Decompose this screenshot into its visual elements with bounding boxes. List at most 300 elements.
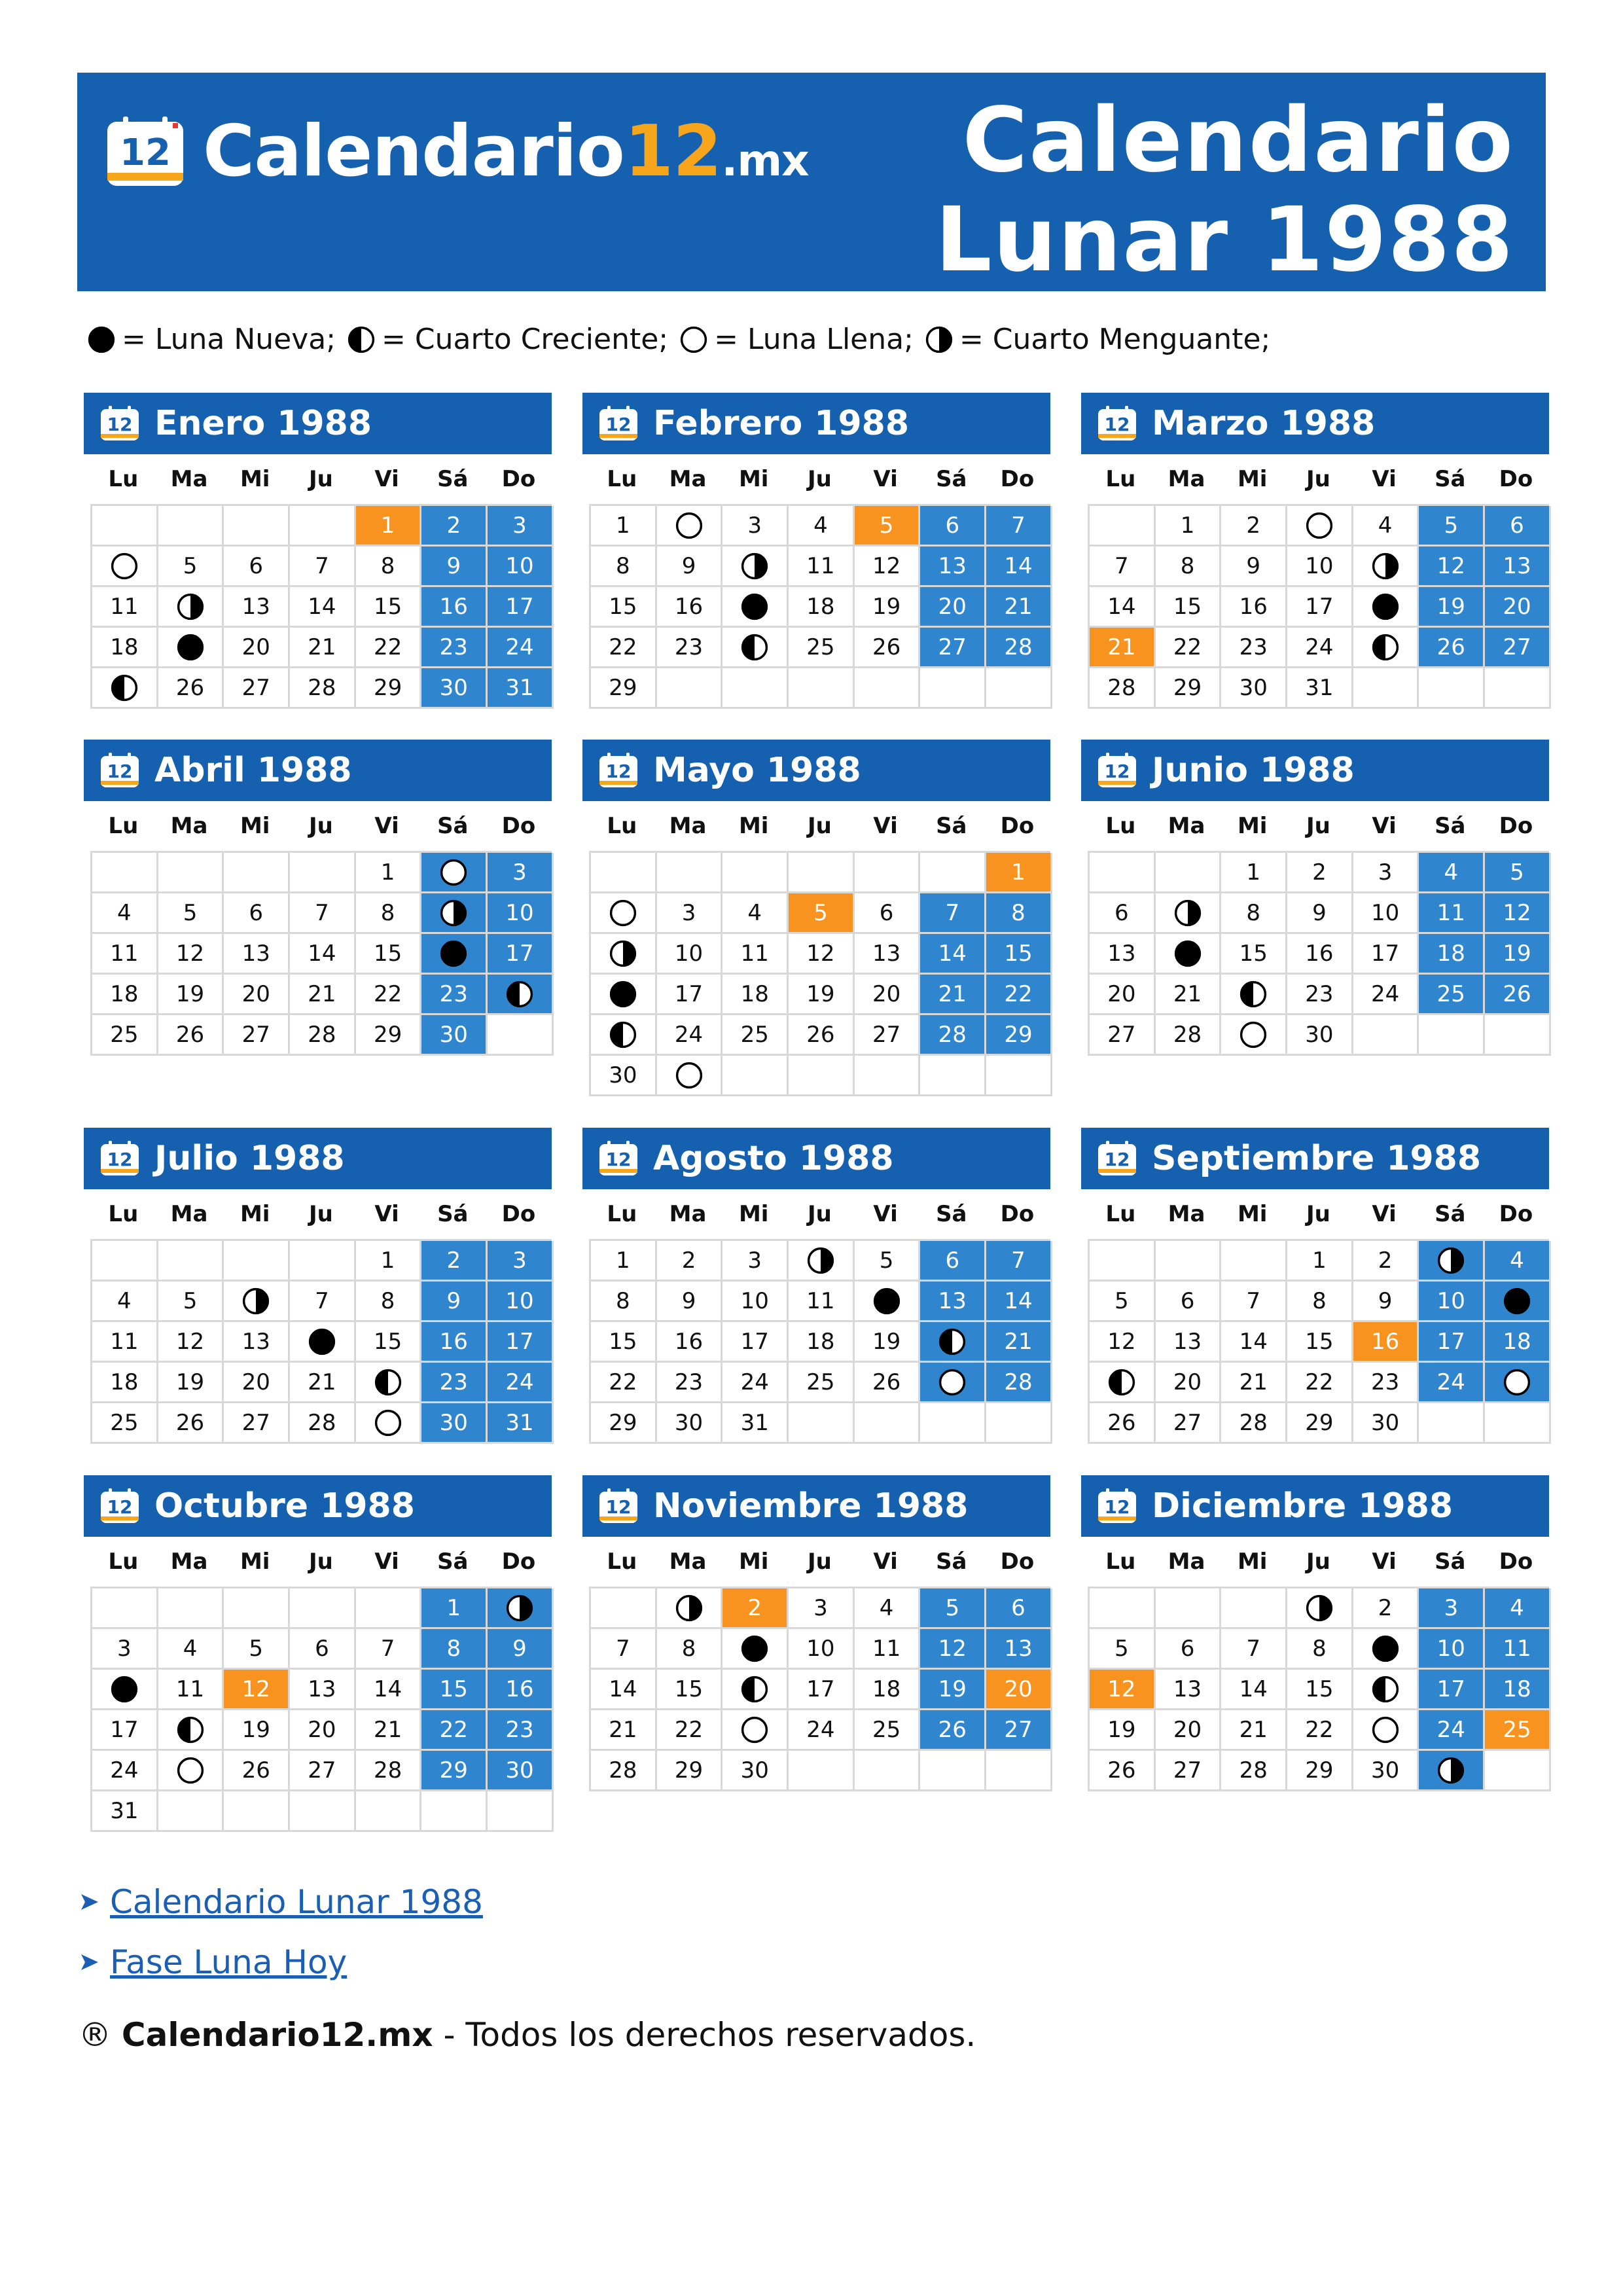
day-cell[interactable]: 19 <box>855 587 921 628</box>
day-cell[interactable]: 29 <box>1287 1751 1353 1791</box>
day-cell[interactable]: 16 <box>1221 587 1287 628</box>
day-cell[interactable]: 7 <box>986 506 1052 547</box>
day-cell[interactable]: 31 <box>1287 668 1353 709</box>
day-cell[interactable]: 21 <box>356 1710 422 1751</box>
day-cell[interactable]: 26 <box>1419 628 1485 668</box>
day-cell[interactable]: 27 <box>986 1710 1052 1751</box>
day-cell[interactable] <box>789 1241 855 1282</box>
day-cell[interactable]: 28 <box>1156 1015 1222 1056</box>
day-cell[interactable]: 26 <box>158 668 224 709</box>
day-cell[interactable]: 19 <box>855 1322 921 1363</box>
day-cell[interactable]: 16 <box>657 587 723 628</box>
day-cell[interactable]: 26 <box>789 1015 855 1056</box>
day-cell[interactable]: 4 <box>92 1282 158 1322</box>
day-cell[interactable] <box>591 975 657 1015</box>
day-cell[interactable]: 7 <box>290 547 356 587</box>
day-cell[interactable]: 28 <box>591 1751 657 1791</box>
day-cell[interactable] <box>1419 1241 1485 1282</box>
day-cell[interactable]: 5 <box>789 893 855 934</box>
day-cell[interactable]: 17 <box>488 934 554 975</box>
day-cell[interactable]: 1 <box>356 506 422 547</box>
day-cell[interactable]: 4 <box>789 506 855 547</box>
link-fase-luna-hoy[interactable]: Fase Luna Hoy <box>110 1943 348 1981</box>
day-cell[interactable]: 3 <box>488 853 554 893</box>
day-cell[interactable]: 1 <box>591 1241 657 1282</box>
day-cell[interactable]: 20 <box>855 975 921 1015</box>
day-cell[interactable]: 31 <box>488 1403 554 1444</box>
day-cell[interactable]: 23 <box>657 628 723 668</box>
day-cell[interactable]: 5 <box>1419 506 1485 547</box>
day-cell[interactable]: 27 <box>290 1751 356 1791</box>
day-cell[interactable]: 14 <box>1221 1670 1287 1710</box>
day-cell[interactable]: 18 <box>855 1670 921 1710</box>
day-cell[interactable]: 29 <box>591 1403 657 1444</box>
day-cell[interactable] <box>1156 893 1222 934</box>
day-cell[interactable] <box>92 668 158 709</box>
day-cell[interactable]: 15 <box>356 934 422 975</box>
day-cell[interactable]: 29 <box>1287 1403 1353 1444</box>
day-cell[interactable]: 21 <box>290 628 356 668</box>
day-cell[interactable]: 27 <box>1485 628 1551 668</box>
day-cell[interactable] <box>1485 1282 1551 1322</box>
day-cell[interactable]: 5 <box>158 547 224 587</box>
day-cell[interactable] <box>421 893 488 934</box>
day-cell[interactable]: 28 <box>290 668 356 709</box>
day-cell[interactable]: 9 <box>657 1282 723 1322</box>
day-cell[interactable]: 1 <box>356 853 422 893</box>
day-cell[interactable] <box>657 1056 723 1096</box>
day-cell[interactable]: 9 <box>421 1282 488 1322</box>
day-cell[interactable]: 12 <box>224 1670 290 1710</box>
day-cell[interactable]: 23 <box>488 1710 554 1751</box>
day-cell[interactable]: 17 <box>488 587 554 628</box>
day-cell[interactable]: 6 <box>290 1629 356 1670</box>
day-cell[interactable]: 19 <box>1090 1710 1156 1751</box>
day-cell[interactable]: 21 <box>591 1710 657 1751</box>
day-cell[interactable]: 19 <box>1485 934 1551 975</box>
day-cell[interactable]: 8 <box>591 1282 657 1322</box>
day-cell[interactable]: 29 <box>356 1015 422 1056</box>
day-cell[interactable]: 12 <box>1090 1322 1156 1363</box>
day-cell[interactable]: 23 <box>1221 628 1287 668</box>
day-cell[interactable]: 2 <box>1221 506 1287 547</box>
day-cell[interactable] <box>224 1282 290 1322</box>
day-cell[interactable]: 23 <box>421 1363 488 1403</box>
day-cell[interactable]: 14 <box>1090 587 1156 628</box>
day-cell[interactable]: 1 <box>356 1241 422 1282</box>
day-cell[interactable]: 10 <box>657 934 723 975</box>
day-cell[interactable]: 13 <box>224 1322 290 1363</box>
day-cell[interactable]: 15 <box>356 1322 422 1363</box>
day-cell[interactable]: 16 <box>1353 1322 1419 1363</box>
day-cell[interactable]: 6 <box>1156 1282 1222 1322</box>
day-cell[interactable]: 16 <box>1287 934 1353 975</box>
day-cell[interactable]: 4 <box>92 893 158 934</box>
day-cell[interactable]: 4 <box>855 1588 921 1629</box>
day-cell[interactable]: 17 <box>1287 587 1353 628</box>
day-cell[interactable]: 28 <box>1221 1403 1287 1444</box>
day-cell[interactable]: 24 <box>92 1751 158 1791</box>
day-cell[interactable] <box>421 934 488 975</box>
day-cell[interactable]: 30 <box>1221 668 1287 709</box>
day-cell[interactable]: 29 <box>657 1751 723 1791</box>
day-cell[interactable]: 13 <box>224 587 290 628</box>
day-cell[interactable]: 7 <box>356 1629 422 1670</box>
day-cell[interactable] <box>1287 1588 1353 1629</box>
day-cell[interactable]: 6 <box>1156 1629 1222 1670</box>
day-cell[interactable]: 20 <box>1090 975 1156 1015</box>
day-cell[interactable]: 10 <box>1287 547 1353 587</box>
day-cell[interactable]: 7 <box>290 1282 356 1322</box>
day-cell[interactable]: 22 <box>986 975 1052 1015</box>
day-cell[interactable] <box>591 1015 657 1056</box>
day-cell[interactable]: 24 <box>722 1363 789 1403</box>
day-cell[interactable]: 19 <box>920 1670 986 1710</box>
day-cell[interactable]: 10 <box>488 1282 554 1322</box>
day-cell[interactable]: 17 <box>789 1670 855 1710</box>
day-cell[interactable]: 27 <box>224 1015 290 1056</box>
day-cell[interactable] <box>1353 1710 1419 1751</box>
day-cell[interactable]: 24 <box>488 1363 554 1403</box>
day-cell[interactable]: 13 <box>290 1670 356 1710</box>
day-cell[interactable] <box>158 1751 224 1791</box>
day-cell[interactable] <box>421 853 488 893</box>
day-cell[interactable]: 12 <box>158 1322 224 1363</box>
day-cell[interactable]: 21 <box>1221 1363 1287 1403</box>
day-cell[interactable]: 25 <box>789 1363 855 1403</box>
day-cell[interactable]: 12 <box>920 1629 986 1670</box>
day-cell[interactable]: 11 <box>92 587 158 628</box>
day-cell[interactable]: 17 <box>92 1710 158 1751</box>
day-cell[interactable]: 30 <box>722 1751 789 1791</box>
day-cell[interactable] <box>722 587 789 628</box>
day-cell[interactable]: 20 <box>920 587 986 628</box>
day-cell[interactable]: 3 <box>722 1241 789 1282</box>
day-cell[interactable]: 26 <box>158 1015 224 1056</box>
day-cell[interactable]: 5 <box>1090 1282 1156 1322</box>
day-cell[interactable] <box>1353 1629 1419 1670</box>
day-cell[interactable]: 2 <box>657 1241 723 1282</box>
day-cell[interactable]: 11 <box>1419 893 1485 934</box>
day-cell[interactable]: 4 <box>1485 1588 1551 1629</box>
day-cell[interactable]: 26 <box>1090 1403 1156 1444</box>
day-cell[interactable] <box>855 1282 921 1322</box>
day-cell[interactable] <box>722 628 789 668</box>
day-cell[interactable]: 15 <box>1287 1670 1353 1710</box>
day-cell[interactable]: 15 <box>657 1670 723 1710</box>
day-cell[interactable]: 26 <box>1485 975 1551 1015</box>
day-cell[interactable]: 14 <box>290 934 356 975</box>
day-cell[interactable]: 13 <box>1090 934 1156 975</box>
day-cell[interactable]: 26 <box>158 1403 224 1444</box>
day-cell[interactable]: 18 <box>92 1363 158 1403</box>
day-cell[interactable]: 22 <box>356 628 422 668</box>
day-cell[interactable]: 9 <box>1353 1282 1419 1322</box>
day-cell[interactable]: 22 <box>1287 1710 1353 1751</box>
day-cell[interactable]: 22 <box>1156 628 1222 668</box>
day-cell[interactable] <box>722 1670 789 1710</box>
day-cell[interactable]: 14 <box>986 547 1052 587</box>
day-cell[interactable]: 20 <box>224 1363 290 1403</box>
day-cell[interactable]: 22 <box>591 628 657 668</box>
day-cell[interactable]: 30 <box>421 668 488 709</box>
day-cell[interactable]: 10 <box>1419 1282 1485 1322</box>
day-cell[interactable]: 27 <box>855 1015 921 1056</box>
day-cell[interactable]: 7 <box>1090 547 1156 587</box>
day-cell[interactable] <box>722 1710 789 1751</box>
day-cell[interactable]: 21 <box>1156 975 1222 1015</box>
day-cell[interactable]: 30 <box>1353 1751 1419 1791</box>
day-cell[interactable]: 6 <box>224 547 290 587</box>
day-cell[interactable] <box>1353 1670 1419 1710</box>
day-cell[interactable]: 3 <box>1353 853 1419 893</box>
day-cell[interactable] <box>92 547 158 587</box>
day-cell[interactable]: 20 <box>290 1710 356 1751</box>
day-cell[interactable]: 12 <box>855 547 921 587</box>
day-cell[interactable]: 31 <box>722 1403 789 1444</box>
day-cell[interactable]: 15 <box>591 587 657 628</box>
day-cell[interactable]: 24 <box>1353 975 1419 1015</box>
day-cell[interactable]: 18 <box>789 1322 855 1363</box>
day-cell[interactable]: 1 <box>986 853 1052 893</box>
day-cell[interactable]: 28 <box>986 1363 1052 1403</box>
day-cell[interactable]: 15 <box>356 587 422 628</box>
day-cell[interactable]: 4 <box>1419 853 1485 893</box>
day-cell[interactable]: 9 <box>1221 547 1287 587</box>
day-cell[interactable]: 27 <box>1156 1751 1222 1791</box>
day-cell[interactable] <box>1156 934 1222 975</box>
day-cell[interactable]: 5 <box>855 506 921 547</box>
day-cell[interactable]: 15 <box>1221 934 1287 975</box>
day-cell[interactable]: 30 <box>421 1403 488 1444</box>
day-cell[interactable]: 22 <box>421 1710 488 1751</box>
day-cell[interactable]: 28 <box>290 1015 356 1056</box>
day-cell[interactable]: 24 <box>789 1710 855 1751</box>
day-cell[interactable]: 3 <box>92 1629 158 1670</box>
day-cell[interactable]: 1 <box>1221 853 1287 893</box>
day-cell[interactable]: 17 <box>1353 934 1419 975</box>
day-cell[interactable]: 16 <box>657 1322 723 1363</box>
day-cell[interactable]: 29 <box>591 668 657 709</box>
day-cell[interactable]: 8 <box>1156 547 1222 587</box>
day-cell[interactable]: 10 <box>1353 893 1419 934</box>
day-cell[interactable] <box>1221 1015 1287 1056</box>
day-cell[interactable]: 12 <box>1485 893 1551 934</box>
day-cell[interactable]: 6 <box>855 893 921 934</box>
day-cell[interactable]: 29 <box>421 1751 488 1791</box>
day-cell[interactable]: 14 <box>591 1670 657 1710</box>
day-cell[interactable]: 15 <box>421 1670 488 1710</box>
day-cell[interactable]: 10 <box>488 893 554 934</box>
day-cell[interactable]: 22 <box>657 1710 723 1751</box>
day-cell[interactable]: 20 <box>1485 587 1551 628</box>
day-cell[interactable]: 25 <box>855 1710 921 1751</box>
day-cell[interactable]: 3 <box>1419 1588 1485 1629</box>
day-cell[interactable]: 21 <box>290 975 356 1015</box>
day-cell[interactable]: 23 <box>421 628 488 668</box>
day-cell[interactable]: 1 <box>1156 506 1222 547</box>
day-cell[interactable] <box>722 547 789 587</box>
day-cell[interactable]: 1 <box>421 1588 488 1629</box>
day-cell[interactable]: 11 <box>92 1322 158 1363</box>
day-cell[interactable]: 25 <box>1419 975 1485 1015</box>
day-cell[interactable]: 18 <box>1485 1322 1551 1363</box>
day-cell[interactable] <box>1090 1363 1156 1403</box>
day-cell[interactable]: 29 <box>986 1015 1052 1056</box>
day-cell[interactable]: 25 <box>1485 1710 1551 1751</box>
day-cell[interactable]: 11 <box>92 934 158 975</box>
day-cell[interactable]: 20 <box>224 975 290 1015</box>
day-cell[interactable]: 7 <box>591 1629 657 1670</box>
day-cell[interactable] <box>1353 587 1419 628</box>
day-cell[interactable]: 29 <box>356 668 422 709</box>
day-cell[interactable] <box>158 587 224 628</box>
day-cell[interactable]: 3 <box>722 506 789 547</box>
day-cell[interactable]: 30 <box>1287 1015 1353 1056</box>
day-cell[interactable]: 22 <box>1287 1363 1353 1403</box>
day-cell[interactable]: 25 <box>722 1015 789 1056</box>
day-cell[interactable]: 27 <box>920 628 986 668</box>
link-calendario-lunar[interactable]: Calendario Lunar 1988 <box>110 1883 483 1921</box>
day-cell[interactable]: 13 <box>920 1282 986 1322</box>
day-cell[interactable]: 16 <box>488 1670 554 1710</box>
day-cell[interactable]: 6 <box>1090 893 1156 934</box>
day-cell[interactable]: 4 <box>722 893 789 934</box>
day-cell[interactable]: 17 <box>722 1322 789 1363</box>
day-cell[interactable]: 18 <box>92 628 158 668</box>
day-cell[interactable]: 27 <box>224 668 290 709</box>
day-cell[interactable]: 18 <box>722 975 789 1015</box>
day-cell[interactable]: 30 <box>657 1403 723 1444</box>
day-cell[interactable] <box>920 1322 986 1363</box>
day-cell[interactable]: 16 <box>421 1322 488 1363</box>
day-cell[interactable]: 8 <box>1287 1282 1353 1322</box>
day-cell[interactable]: 25 <box>92 1403 158 1444</box>
day-cell[interactable]: 17 <box>1419 1322 1485 1363</box>
day-cell[interactable] <box>1287 506 1353 547</box>
day-cell[interactable]: 7 <box>290 893 356 934</box>
day-cell[interactable]: 10 <box>789 1629 855 1670</box>
day-cell[interactable] <box>158 628 224 668</box>
day-cell[interactable]: 3 <box>789 1588 855 1629</box>
day-cell[interactable]: 22 <box>591 1363 657 1403</box>
day-cell[interactable]: 5 <box>855 1241 921 1282</box>
day-cell[interactable]: 3 <box>657 893 723 934</box>
day-cell[interactable]: 13 <box>920 547 986 587</box>
day-cell[interactable]: 19 <box>158 975 224 1015</box>
day-cell[interactable]: 8 <box>421 1629 488 1670</box>
day-cell[interactable] <box>356 1363 422 1403</box>
day-cell[interactable]: 24 <box>657 1015 723 1056</box>
day-cell[interactable]: 25 <box>92 1015 158 1056</box>
day-cell[interactable]: 11 <box>722 934 789 975</box>
day-cell[interactable]: 18 <box>789 587 855 628</box>
day-cell[interactable]: 4 <box>1353 506 1419 547</box>
day-cell[interactable]: 8 <box>356 1282 422 1322</box>
day-cell[interactable]: 21 <box>1221 1710 1287 1751</box>
day-cell[interactable]: 17 <box>1419 1670 1485 1710</box>
day-cell[interactable]: 25 <box>789 628 855 668</box>
day-cell[interactable]: 30 <box>1353 1403 1419 1444</box>
day-cell[interactable]: 12 <box>789 934 855 975</box>
day-cell[interactable]: 23 <box>1353 1363 1419 1403</box>
day-cell[interactable]: 9 <box>488 1629 554 1670</box>
day-cell[interactable]: 20 <box>224 628 290 668</box>
day-cell[interactable]: 11 <box>789 1282 855 1322</box>
day-cell[interactable]: 9 <box>421 547 488 587</box>
day-cell[interactable]: 2 <box>1353 1241 1419 1282</box>
day-cell[interactable]: 11 <box>855 1629 921 1670</box>
day-cell[interactable]: 12 <box>158 934 224 975</box>
day-cell[interactable]: 5 <box>1485 853 1551 893</box>
day-cell[interactable]: 3 <box>488 506 554 547</box>
day-cell[interactable] <box>1419 1751 1485 1791</box>
day-cell[interactable]: 28 <box>290 1403 356 1444</box>
day-cell[interactable]: 21 <box>1090 628 1156 668</box>
day-cell[interactable]: 14 <box>290 587 356 628</box>
day-cell[interactable]: 18 <box>1419 934 1485 975</box>
day-cell[interactable]: 24 <box>488 628 554 668</box>
day-cell[interactable] <box>591 893 657 934</box>
day-cell[interactable]: 12 <box>1090 1670 1156 1710</box>
day-cell[interactable]: 28 <box>1090 668 1156 709</box>
day-cell[interactable]: 27 <box>1156 1403 1222 1444</box>
day-cell[interactable]: 6 <box>920 506 986 547</box>
day-cell[interactable]: 11 <box>789 547 855 587</box>
day-cell[interactable]: 21 <box>986 1322 1052 1363</box>
day-cell[interactable]: 28 <box>356 1751 422 1791</box>
day-cell[interactable]: 11 <box>158 1670 224 1710</box>
day-cell[interactable]: 6 <box>1485 506 1551 547</box>
day-cell[interactable]: 17 <box>488 1322 554 1363</box>
day-cell[interactable]: 2 <box>1353 1588 1419 1629</box>
day-cell[interactable]: 27 <box>1090 1015 1156 1056</box>
day-cell[interactable]: 4 <box>1485 1241 1551 1282</box>
day-cell[interactable]: 8 <box>1287 1629 1353 1670</box>
day-cell[interactable]: 5 <box>224 1629 290 1670</box>
day-cell[interactable]: 5 <box>158 893 224 934</box>
day-cell[interactable]: 8 <box>986 893 1052 934</box>
day-cell[interactable]: 20 <box>986 1670 1052 1710</box>
day-cell[interactable]: 2 <box>421 506 488 547</box>
day-cell[interactable]: 6 <box>986 1588 1052 1629</box>
day-cell[interactable]: 13 <box>224 934 290 975</box>
day-cell[interactable] <box>488 1588 554 1629</box>
day-cell[interactable] <box>356 1403 422 1444</box>
day-cell[interactable]: 9 <box>1287 893 1353 934</box>
day-cell[interactable]: 17 <box>657 975 723 1015</box>
day-cell[interactable] <box>488 975 554 1015</box>
day-cell[interactable]: 23 <box>421 975 488 1015</box>
day-cell[interactable]: 13 <box>1485 547 1551 587</box>
day-cell[interactable]: 4 <box>158 1629 224 1670</box>
day-cell[interactable]: 20 <box>1156 1363 1222 1403</box>
day-cell[interactable]: 10 <box>722 1282 789 1322</box>
day-cell[interactable] <box>1485 1363 1551 1403</box>
day-cell[interactable]: 21 <box>920 975 986 1015</box>
day-cell[interactable]: 15 <box>986 934 1052 975</box>
day-cell[interactable]: 26 <box>855 1363 921 1403</box>
day-cell[interactable]: 13 <box>1156 1322 1222 1363</box>
day-cell[interactable]: 15 <box>591 1322 657 1363</box>
day-cell[interactable]: 1 <box>591 506 657 547</box>
day-cell[interactable]: 8 <box>356 547 422 587</box>
day-cell[interactable]: 13 <box>1156 1670 1222 1710</box>
day-cell[interactable]: 13 <box>986 1629 1052 1670</box>
day-cell[interactable]: 28 <box>920 1015 986 1056</box>
day-cell[interactable]: 28 <box>986 628 1052 668</box>
day-cell[interactable] <box>92 1670 158 1710</box>
